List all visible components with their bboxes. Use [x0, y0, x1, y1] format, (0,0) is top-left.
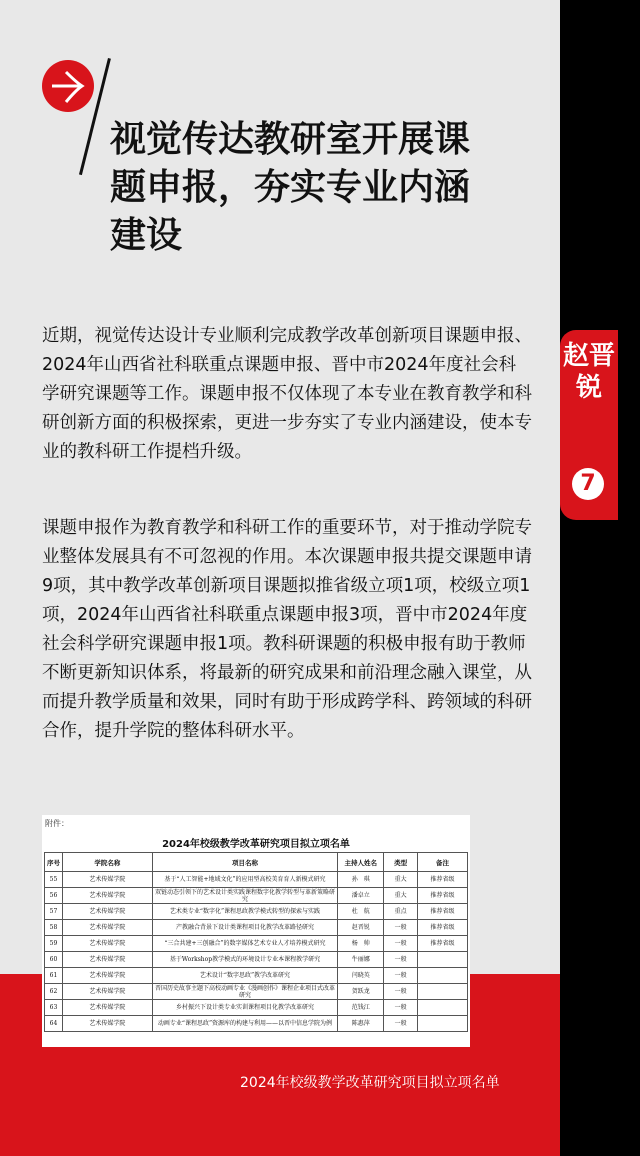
cell-leader: 杜 航: [338, 904, 384, 920]
table-row: [45, 1000, 468, 1016]
cell-index: 55: [45, 872, 63, 888]
col-header-index: 序号: [45, 853, 63, 872]
cell-remark: 推荐省级: [418, 888, 468, 904]
cell-project: 乡村振兴下设计类专业实训课程项目化教学改革研究: [152, 1000, 338, 1016]
cell-remark: [418, 968, 468, 984]
image-caption: 2024年校级教学改革研究项目拟立项名单: [240, 1075, 500, 1091]
article-title: 视觉传达教研室开展课题申报，夯实专业内涵建设: [110, 119, 471, 256]
cell-index: 64: [45, 1016, 63, 1032]
cell-college: 艺术传媒学院: [62, 936, 152, 952]
cell-leader: 贺跃龙: [338, 984, 384, 1000]
cell-college: 艺术传媒学院: [62, 904, 152, 920]
document-image: [42, 815, 470, 1047]
cell-type: 一般: [384, 968, 418, 984]
cell-leader: 赵晋锐: [338, 920, 384, 936]
table-row: [45, 1016, 468, 1032]
cell-college: 艺术传媒学院: [62, 1000, 152, 1016]
table-row: [45, 920, 468, 936]
cell-type: 重大: [384, 872, 418, 888]
col-header-leader: 主持人姓名: [338, 853, 384, 872]
cell-project: 产教融合背景下设计类课程项目化教学改革路径研究: [152, 920, 338, 936]
cell-type: 一般: [384, 984, 418, 1000]
cell-project: 艺术设计“数字思政”教学改革研究: [152, 968, 338, 984]
cell-leader: 范钱江: [338, 1000, 384, 1016]
table-row: [45, 888, 468, 904]
col-header-type: 类型: [384, 853, 418, 872]
article-paragraph-2: 课题申报作为教育教学和科研工作的重要环节，对于推动学院专业整体发展具有不可忽视的作用。本次课题申报共提交课题申请9项，其中教学改革创新项目课题拟推省级立项1项，校级立项1项，2024年山西省社科联重点课题申报3项，晋中市2024年度社会科学研究课题申报1项。教科研课题的积极申报有助于教师不断更新知识体系，将最新的研究成果和前沿理念融入课堂，从而提升教学质量和效果，同时有助于形成跨学科、跨领域的科研合作，提升学院的整体科研水平。: [42, 518, 532, 741]
cell-college: 艺术传媒学院: [62, 920, 152, 936]
cell-college: 艺术传媒学院: [62, 1016, 152, 1032]
table-row: [45, 904, 468, 920]
cell-project: 动画专业“课程思政”资源库的构建与利用——以晋中信息学院为例: [152, 1016, 338, 1032]
cell-leader: 杨 帅: [338, 936, 384, 952]
cell-index: 58: [45, 920, 63, 936]
cell-leader: 牛丽娜: [338, 952, 384, 968]
attachment-label: 附件：: [45, 819, 69, 828]
cell-index: 57: [45, 904, 63, 920]
cell-remark: [418, 1016, 468, 1032]
arrow-logo-icon: [42, 60, 94, 112]
cell-college: 艺术传媒学院: [62, 888, 152, 904]
cell-leader: 潘卓立: [338, 888, 384, 904]
table-row: [45, 968, 468, 984]
cell-leader: 闫晓英: [338, 968, 384, 984]
cell-type: 重点: [384, 904, 418, 920]
cell-type: 一般: [384, 1016, 418, 1032]
cell-index: 61: [45, 968, 63, 984]
cell-remark: 推荐省级: [418, 872, 468, 888]
project-list-table: [44, 852, 468, 1032]
cell-index: 62: [45, 984, 63, 1000]
cell-type: 一般: [384, 952, 418, 968]
cell-project: “三合共建+三创融合”的数字媒体艺术专业人才培养模式研究: [152, 936, 338, 952]
cell-leader: 陈惠萍: [338, 1016, 384, 1032]
cell-college: 艺术传媒学院: [62, 984, 152, 1000]
table-header-row: [45, 853, 468, 872]
cell-remark: [418, 952, 468, 968]
col-header-college: 学院名称: [62, 853, 152, 872]
author-tab: [560, 330, 618, 520]
table-row: [45, 984, 468, 1000]
cell-project: 艺术类专业“数字化”课程思政教学模式转型的探索与实践: [152, 904, 338, 920]
cell-college: 艺术传媒学院: [62, 952, 152, 968]
cell-remark: 推荐省级: [418, 936, 468, 952]
cell-remark: 推荐省级: [418, 920, 468, 936]
cell-index: 56: [45, 888, 63, 904]
right-black-bar: [560, 0, 640, 1156]
cell-index: 63: [45, 1000, 63, 1016]
cell-type: 一般: [384, 936, 418, 952]
cell-remark: 推荐省级: [418, 904, 468, 920]
col-header-remark: 备注: [418, 853, 468, 872]
cell-remark: [418, 984, 468, 1000]
cell-project: 晋国历史故事主题下高校动画专业《漫画创作》课程企业项目式改革研究: [152, 984, 338, 1000]
cell-type: 一般: [384, 1000, 418, 1016]
table-row: [45, 872, 468, 888]
cell-type: 一般: [384, 920, 418, 936]
author-name: 赵晋锐: [562, 341, 615, 403]
cell-college: 艺术传媒学院: [62, 968, 152, 984]
cell-leader: 孙 琪: [338, 872, 384, 888]
cell-project: 双链动态引领下的艺术设计类实践课程数字化教学转型与革新策略研究: [152, 888, 338, 904]
table-row: [45, 936, 468, 952]
cell-index: 60: [45, 952, 63, 968]
document-title: 2024年校级教学改革研究项目拟立项名单: [162, 839, 350, 850]
cell-index: 59: [45, 936, 63, 952]
cell-project: 基于“人工智能+地域文化”的应用型高校美育育人新模式研究: [152, 872, 338, 888]
cell-type: 重大: [384, 888, 418, 904]
cell-remark: [418, 1000, 468, 1016]
cell-project: 基于Workshop教学模式的环境设计专业本课程教学研究: [152, 952, 338, 968]
chapter-number-badge: 7: [572, 468, 604, 500]
table-row: [45, 952, 468, 968]
article-paragraph-1: 近期，视觉传达设计专业顺利完成教学改革创新项目课题申报、2024年山西省社科联重点课题申报、晋中市2024年度社会科学研究课题等工作。课题申报不仅体现了本专业在教育教学和科研创新方面的积极探索，更进一步夯实了专业内涵建设，使本专业的教科研工作提档升级。: [42, 326, 532, 462]
cell-college: 艺术传媒学院: [62, 872, 152, 888]
col-header-project: 项目名称: [152, 853, 338, 872]
